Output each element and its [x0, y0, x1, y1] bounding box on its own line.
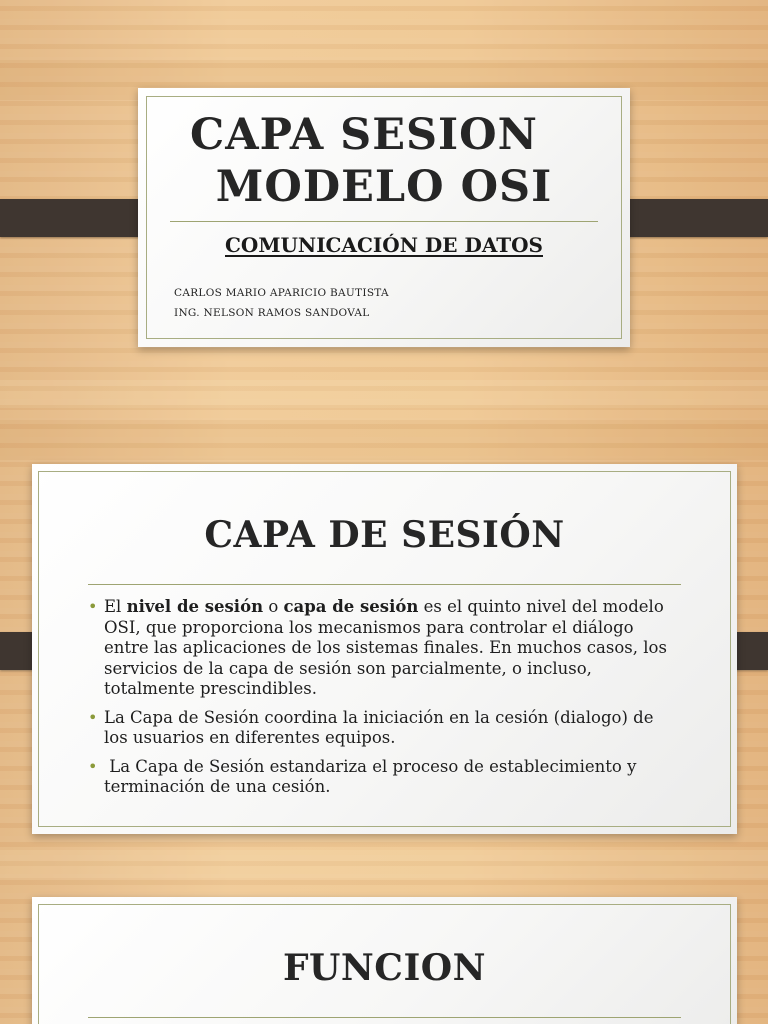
bullet-item — [88, 757, 678, 798]
title-slide[interactable] — [138, 88, 630, 347]
bullet-text: El — [104, 597, 127, 616]
decorative-band-left — [0, 199, 156, 237]
slide-title-line-1: CAPA SESION — [190, 110, 538, 160]
bullet-item — [88, 597, 678, 700]
bullet-icon: • — [88, 756, 98, 776]
bullet-item — [88, 708, 678, 749]
wood-grain — [0, 850, 768, 878]
wood-grain — [0, 420, 768, 460]
author-name: ING. NELSON RAMOS SANDOVAL — [174, 307, 370, 319]
slide-heading: FUNCION — [282, 947, 487, 989]
bold-term: nivel de sesión — [126, 597, 264, 616]
divider-rule — [88, 1017, 681, 1018]
slide-heading: CAPA DE SESIÓN — [204, 514, 565, 556]
divider-rule — [88, 584, 681, 585]
bullet-text: es el quinto nivel del modelo OSI, que proporciona los mecanismos para controlar el diálogo entre las aplicaciones de los sistemas finales. En muchos casos, los servicios de la capa de sesión son parcialmente, o incluso, totalmente prescindibles. — [104, 597, 667, 698]
slide-subtitle: COMUNICACIÓN DE DATOS — [225, 233, 543, 257]
content-slide[interactable] — [32, 464, 737, 834]
bullet-icon: • — [88, 707, 98, 727]
content-slide[interactable] — [32, 897, 737, 1024]
bullet-text: o — [263, 597, 284, 616]
decorative-band-right — [613, 199, 768, 237]
bullet-icon: • — [88, 597, 98, 616]
divider-rule — [170, 221, 598, 222]
author-name: CARLOS MARIO APARICIO BAUTISTA — [174, 287, 389, 299]
slide-title-line-2: MODELO OSI — [215, 162, 553, 212]
wood-grain — [0, 380, 768, 408]
bullet-text: La Capa de Sesión coordina la iniciación en la cesión (dialogo) de los usuarios en diferentes equipos. — [104, 707, 654, 747]
bullet-list — [88, 597, 678, 806]
bold-term: capa de sesión — [283, 597, 419, 616]
bullet-text: La Capa de Sesión estandariza el proceso de establecimiento y terminación de una cesión. — [104, 756, 642, 796]
